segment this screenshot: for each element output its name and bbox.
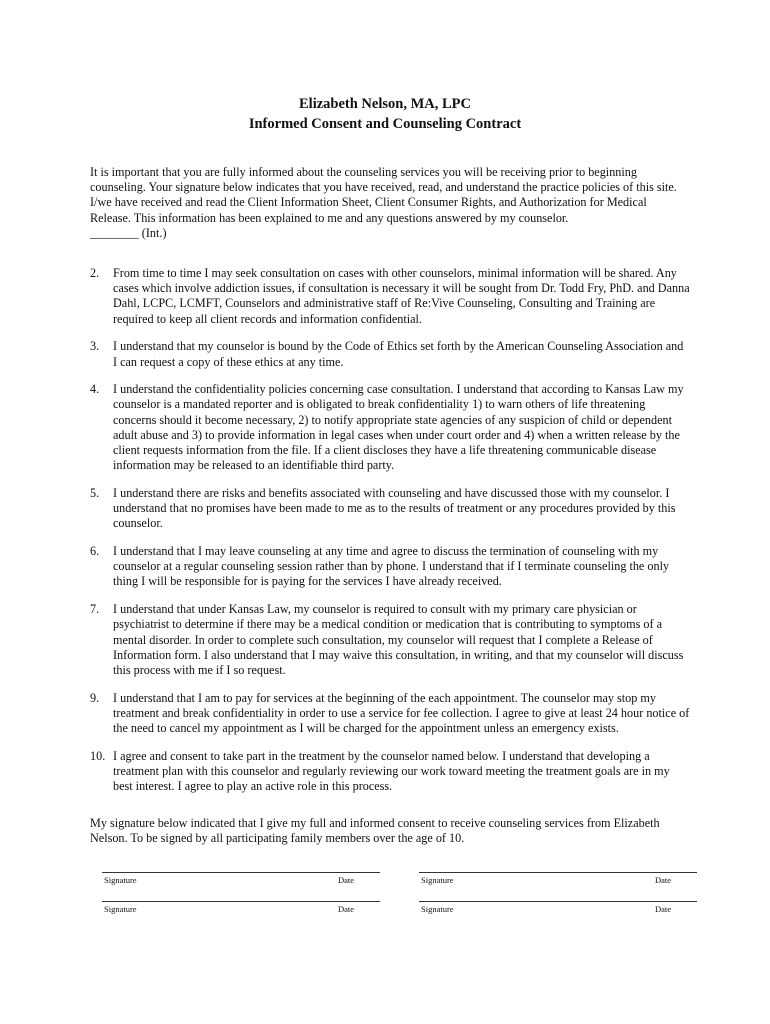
signature-block[interactable] bbox=[419, 901, 697, 914]
item-text: I understand there are risks and benefits associated with counseling and have discussed those with my counselor. I understand that no promises have been made to me as to the results of treatment or any procedures provided by this counselor. bbox=[113, 485, 676, 531]
date-label: Date bbox=[654, 904, 671, 914]
policy-item bbox=[90, 602, 690, 678]
item-number: 2. bbox=[90, 266, 100, 280]
item-number: 6. bbox=[90, 544, 100, 559]
item-text: I understand that my counselor is bound by the Code of Ethics set forth by the American Counseling Association and I can request a copy of these ethics at any time. bbox=[113, 339, 684, 369]
signature-block[interactable] bbox=[419, 872, 697, 885]
item-text: I agree and consent to take part in the treatment by the counselor named below. I understand that developing a treatment plan with this counselor and regularly reviewing our work toward meeting the treatment goals are in my best interest. I agree to play an active role in this process. bbox=[113, 748, 670, 794]
item-number: 5. bbox=[90, 485, 100, 500]
policy-item bbox=[90, 486, 690, 532]
signature-label: Signature bbox=[421, 875, 454, 885]
date-label: Date bbox=[654, 875, 671, 885]
date-label: Date bbox=[337, 875, 354, 885]
item-text: From time to time I may seek consultation on cases with other counselors, minimal information will be shared. Any cases which involve addiction issues, if consultation is necessary it will be sought from Dr. Todd Fry, PhD. and Danna Dahl, LCPC, LCMFT, Counselors and administrative staff of Re:Vive Counseling, Consulting and Training are required to keep all client records and information confidential. bbox=[113, 266, 690, 326]
initials-field[interactable]: ________ (Int.) bbox=[90, 225, 167, 240]
signature-label: Signature bbox=[104, 875, 137, 885]
counselor-name: Elizabeth Nelson, MA, LPC bbox=[299, 96, 471, 112]
item-text: I understand that I may leave counseling at any time and agree to discuss the termination of counseling with my counselor at a regular counseling session rather than by phone. I understand that if I terminate counseling the only thing I will be responsible for is paying for the services I have already received. bbox=[113, 544, 670, 589]
policy-item bbox=[90, 749, 690, 795]
item-number: 9. bbox=[90, 690, 100, 705]
policy-item bbox=[90, 266, 690, 327]
item-text: I understand that under Kansas Law, my counselor is required to consult with my primary care physician or psychiatrist to determine if there may be a medical condition or medication that is contributing to symptoms of a mental disorder. In order to complete such consultation, my counselor will request that I complete a Release of Information form. I also understand that I may waive this consultation, in writing, and that my counselor will discuss this process with me if I so request. bbox=[113, 602, 684, 677]
signature-label: Signature bbox=[421, 904, 454, 914]
intro-paragraph: It is important that you are fully informed about the counseling services you will be receiving prior to beginning counseling. Your signature below indicates that you have received, read, and understand the practice policies of this site. I/we have received and read the Client Information Sheet, Client Consumer Rights, and Authorization for Medical Release. This information has been explained to me and any questions answered by my counselor. bbox=[90, 165, 677, 225]
item-number: 4. bbox=[90, 382, 100, 397]
signature-label: Signature bbox=[104, 904, 137, 914]
document-header bbox=[0, 94, 770, 134]
item-text: I understand the confidentiality policies concerning case consultation. I understand that according to Kansas Law my counselor is a mandated reporter and is obligated to break confidentiality 1) to warn others of life threatening concerns should it become necessary, 2) to notify appropriate state agencies of any suspicion of child or dependent adult abuse and 3) to provide information in legal cases when under court order and 4) when a written release by the client requests information from the file. If a client discloses they have a life threatening communicable disease information may be released to an identifiable third party. bbox=[113, 382, 684, 473]
date-label: Date bbox=[337, 904, 354, 914]
intro-section bbox=[90, 165, 690, 241]
item-number: 7. bbox=[90, 602, 100, 617]
signature-block[interactable] bbox=[102, 901, 380, 914]
item-text: I understand that I am to pay for services at the beginning of the each appointment. The counselor may stop my treatment and break confidentiality in order to use a service for fee collection. I agree to give at least 24 hour notice of the need to cancel my appointment as I will be charged for the appointment unless an emergency exists. bbox=[113, 690, 690, 736]
policy-item bbox=[90, 339, 690, 369]
policy-item bbox=[90, 544, 690, 590]
item-number: 10. bbox=[90, 748, 106, 763]
item-number: 3. bbox=[90, 339, 100, 354]
closing-paragraph: My signature below indicated that I give my full and informed consent to receive counseling services from Elizabeth Nelson. To be signed by all participating family members over the age of 10. bbox=[90, 816, 660, 846]
document-title: Informed Consent and Counseling Contract bbox=[248, 116, 522, 132]
policy-list bbox=[90, 266, 690, 807]
policy-item bbox=[90, 382, 690, 473]
signature-block[interactable] bbox=[102, 872, 380, 885]
policy-item bbox=[90, 691, 690, 737]
